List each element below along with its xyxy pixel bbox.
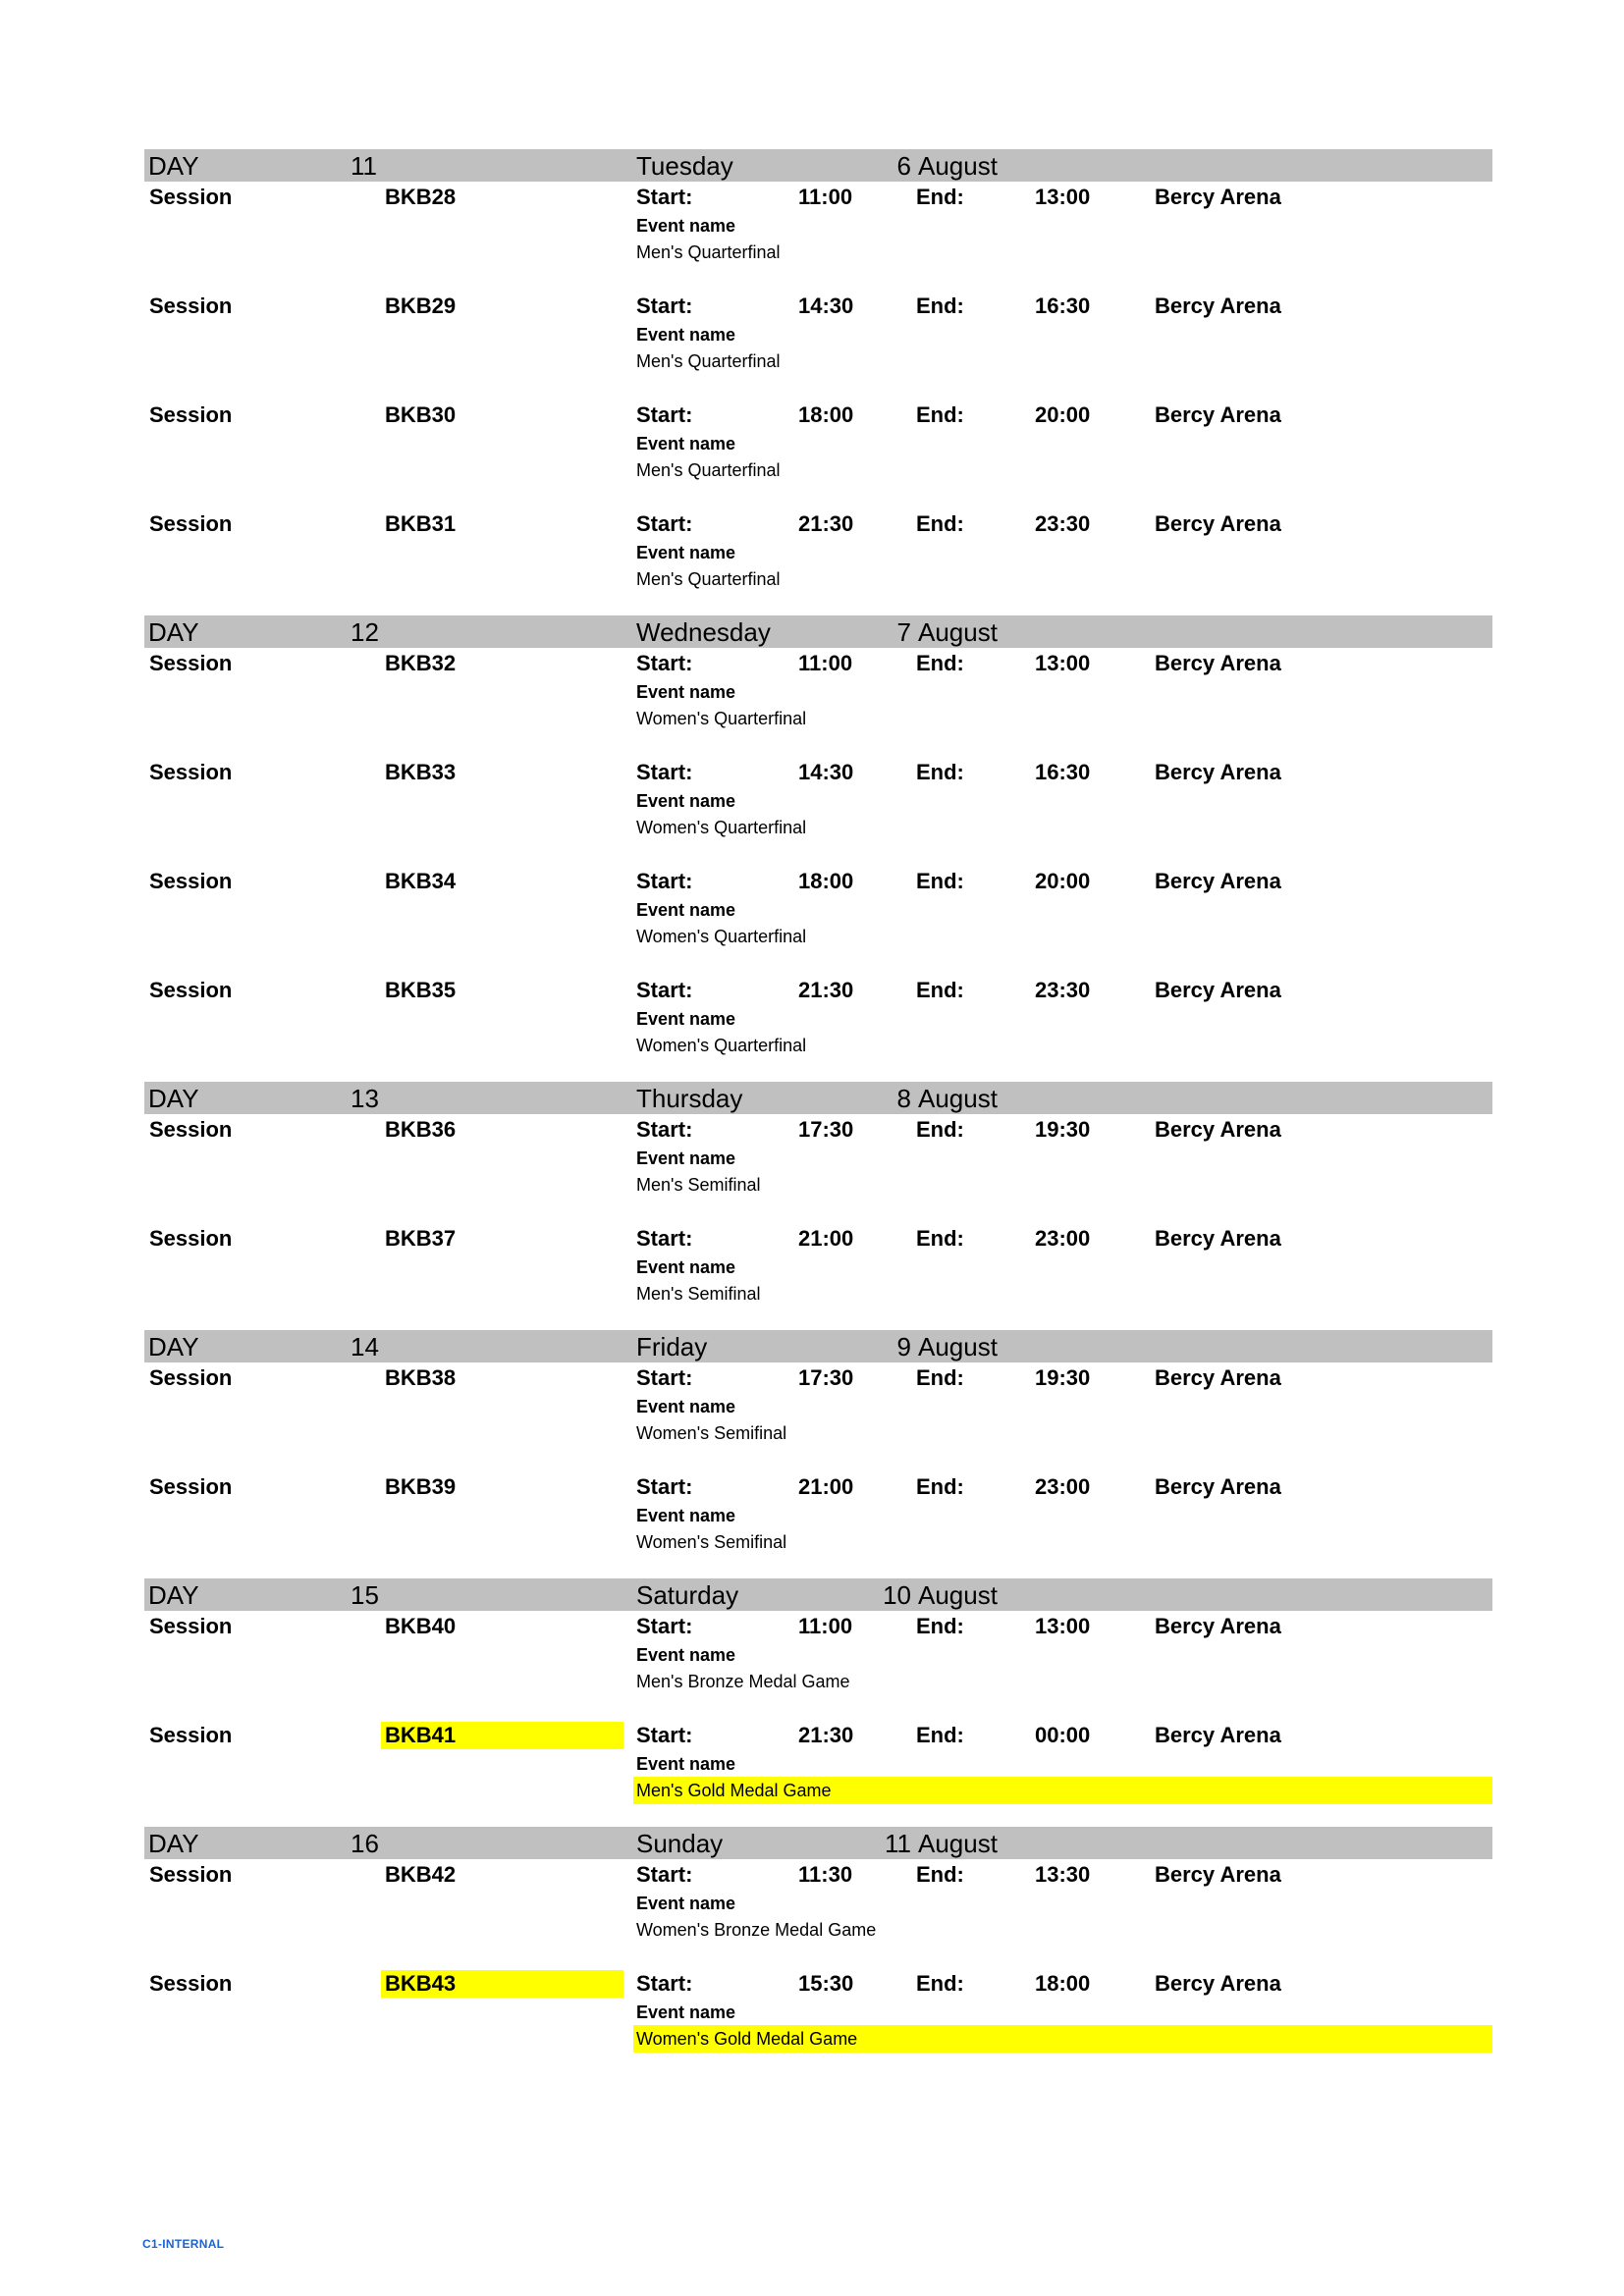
event-name-row [144, 565, 1492, 593]
start-label: Start: [636, 651, 693, 675]
start-time: 11:00 [798, 1614, 853, 1638]
session-label: Session [149, 1862, 233, 1887]
day-number: 11 [351, 151, 377, 181]
start-label: Start: [636, 1365, 693, 1390]
row-spacer [144, 2053, 1492, 2075]
event-name-label: Event name [636, 434, 736, 454]
day-date: 10 [883, 1580, 911, 1610]
end-time: 18:00 [1035, 1971, 1091, 1996]
end-label: End: [916, 1117, 964, 1142]
venue-name: Bercy Arena [1155, 760, 1281, 784]
row-spacer [144, 1308, 1492, 1330]
start-label: Start: [636, 1971, 693, 1996]
session-code: BKB40 [385, 1614, 457, 1638]
end-time: 20:00 [1035, 869, 1091, 893]
day-label: DAY [148, 1332, 199, 1362]
event-name-row [144, 1777, 1492, 1804]
session-time-row [144, 400, 1492, 431]
event-name-value: Men's Quarterfinal [636, 460, 781, 480]
session-label: Session [149, 1365, 233, 1390]
venue-name: Bercy Arena [1155, 1474, 1281, 1499]
session-entry [144, 182, 1492, 266]
event-name-label-row [144, 1503, 1492, 1528]
schedule-table [144, 149, 1492, 2075]
event-name-label-row [144, 322, 1492, 347]
event-name-value: Men's Semifinal [636, 1284, 761, 1304]
end-time: 16:30 [1035, 294, 1091, 318]
session-code: BKB32 [385, 651, 457, 675]
day-header-row [144, 1330, 1492, 1362]
start-label: Start: [636, 1474, 693, 1499]
session-entry [144, 1362, 1492, 1447]
session-time-row [144, 1471, 1492, 1503]
end-label: End: [916, 1723, 964, 1747]
day-number: 15 [351, 1580, 379, 1610]
day-label: DAY [148, 617, 199, 647]
session-entry [144, 1611, 1492, 1695]
session-entry [144, 400, 1492, 484]
day-header-row [144, 615, 1492, 648]
session-entry [144, 508, 1492, 593]
session-code: BKB43 [381, 1970, 623, 1998]
day-label: DAY [148, 1580, 199, 1610]
start-label: Start: [636, 869, 693, 893]
end-label: End: [916, 1474, 964, 1499]
event-name-row [144, 456, 1492, 484]
end-label: End: [916, 185, 964, 209]
start-time: 11:00 [798, 185, 853, 209]
event-name-label-row [144, 897, 1492, 923]
end-label: End: [916, 294, 964, 318]
venue-name: Bercy Arena [1155, 1614, 1281, 1638]
start-time: 17:30 [798, 1117, 854, 1142]
event-name-label: Event name [636, 1645, 736, 1665]
session-entry [144, 1223, 1492, 1308]
session-code: BKB31 [385, 511, 457, 536]
start-label: Start: [636, 1226, 693, 1251]
event-name-row [144, 1528, 1492, 1556]
event-name-label: Event name [636, 1257, 736, 1277]
event-name-value: Women's Quarterfinal [636, 927, 807, 946]
session-time-row [144, 508, 1492, 540]
day-month: August [918, 1829, 998, 1858]
session-code: BKB29 [385, 294, 457, 318]
event-name-row [144, 1419, 1492, 1447]
session-time-row [144, 1720, 1492, 1751]
start-label: Start: [636, 294, 693, 318]
session-entry [144, 648, 1492, 732]
day-block [144, 149, 1492, 615]
event-name-label: Event name [636, 900, 736, 920]
session-entry [144, 866, 1492, 950]
row-spacer [144, 841, 1492, 866]
end-label: End: [916, 511, 964, 536]
row-spacer [144, 1804, 1492, 1827]
day-number: 13 [351, 1084, 379, 1113]
event-name-value: Men's Gold Medal Game [633, 1777, 1492, 1804]
session-code: BKB35 [385, 978, 457, 1002]
day-date: 8 [896, 1084, 911, 1113]
event-name-value: Men's Quarterfinal [636, 351, 781, 371]
row-spacer [144, 1059, 1492, 1082]
day-month: August [918, 151, 998, 181]
start-label: Start: [636, 185, 693, 209]
start-time: 18:00 [798, 869, 854, 893]
venue-name: Bercy Arena [1155, 1365, 1281, 1390]
end-label: End: [916, 651, 964, 675]
event-name-label-row [144, 1642, 1492, 1668]
event-name-label: Event name [636, 325, 736, 345]
event-name-row [144, 1032, 1492, 1059]
session-entry [144, 291, 1492, 375]
event-name-row [144, 1171, 1492, 1199]
end-time: 23:00 [1035, 1226, 1091, 1251]
day-block [144, 615, 1492, 1082]
event-name-row [144, 2025, 1492, 2053]
row-spacer [144, 484, 1492, 508]
session-code: BKB34 [385, 869, 457, 893]
end-time: 13:00 [1035, 1614, 1091, 1638]
venue-name: Bercy Arena [1155, 1862, 1281, 1887]
day-date: 7 [896, 617, 911, 647]
venue-name: Bercy Arena [1155, 511, 1281, 536]
session-code: BKB37 [385, 1226, 457, 1251]
event-name-value: Men's Semifinal [636, 1175, 761, 1195]
start-time: 15:30 [798, 1971, 854, 1996]
row-spacer [144, 950, 1492, 975]
event-name-label-row [144, 679, 1492, 705]
start-time: 18:00 [798, 402, 854, 427]
session-time-row [144, 1223, 1492, 1255]
day-date: 11 [885, 1829, 911, 1858]
end-label: End: [916, 869, 964, 893]
row-spacer [144, 1695, 1492, 1720]
session-label: Session [149, 294, 233, 318]
session-label: Session [149, 185, 233, 209]
end-time: 13:30 [1035, 1862, 1091, 1887]
session-entry [144, 757, 1492, 841]
event-name-row [144, 923, 1492, 950]
session-entry [144, 975, 1492, 1059]
event-name-label: Event name [636, 1894, 736, 1913]
day-header-row [144, 1578, 1492, 1611]
event-name-label: Event name [636, 543, 736, 562]
session-label: Session [149, 978, 233, 1002]
row-spacer [144, 1447, 1492, 1471]
session-code: BKB38 [385, 1365, 457, 1390]
day-weekday: Saturday [636, 1580, 739, 1610]
event-name-label: Event name [636, 2002, 736, 2022]
start-label: Start: [636, 511, 693, 536]
session-label: Session [149, 1971, 233, 1996]
day-month: August [918, 1580, 998, 1610]
event-name-value: Men's Quarterfinal [636, 569, 781, 589]
session-entry [144, 1114, 1492, 1199]
session-code: BKB41 [381, 1722, 623, 1749]
session-entry [144, 1968, 1492, 2053]
day-label: DAY [148, 1084, 199, 1113]
day-weekday: Wednesday [636, 617, 771, 647]
venue-name: Bercy Arena [1155, 294, 1281, 318]
start-time: 21:30 [798, 511, 854, 536]
row-spacer [144, 375, 1492, 400]
end-label: End: [916, 1226, 964, 1251]
session-time-row [144, 1859, 1492, 1891]
session-time-row [144, 757, 1492, 788]
event-name-label-row [144, 1751, 1492, 1777]
row-spacer [144, 1944, 1492, 1968]
day-label: DAY [148, 151, 199, 181]
day-number: 14 [351, 1332, 379, 1362]
event-name-label: Event name [636, 1009, 736, 1029]
start-time: 21:00 [798, 1226, 854, 1251]
start-label: Start: [636, 402, 693, 427]
event-name-row [144, 705, 1492, 732]
row-spacer [144, 593, 1492, 615]
row-spacer [144, 732, 1492, 757]
day-date: 6 [896, 151, 911, 181]
event-name-row [144, 239, 1492, 266]
session-time-row [144, 866, 1492, 897]
end-label: End: [916, 1971, 964, 1996]
classification-label: C1-INTERNAL [142, 2237, 225, 2251]
day-weekday: Friday [636, 1332, 708, 1362]
session-label: Session [149, 402, 233, 427]
event-name-value: Women's Gold Medal Game [633, 2025, 1492, 2053]
venue-name: Bercy Arena [1155, 185, 1281, 209]
day-month: August [918, 1332, 998, 1362]
event-name-label: Event name [636, 1397, 736, 1416]
row-spacer [144, 266, 1492, 291]
event-name-label-row [144, 1394, 1492, 1419]
day-block [144, 1330, 1492, 1578]
day-block [144, 1827, 1492, 2075]
event-name-value: Women's Semifinal [636, 1532, 787, 1552]
start-label: Start: [636, 760, 693, 784]
venue-name: Bercy Arena [1155, 1971, 1281, 1996]
session-entry [144, 1471, 1492, 1556]
event-name-label: Event name [636, 1148, 736, 1168]
session-label: Session [149, 1614, 233, 1638]
day-block [144, 1578, 1492, 1827]
event-name-value: Women's Semifinal [636, 1423, 787, 1443]
session-label: Session [149, 1117, 233, 1142]
venue-name: Bercy Arena [1155, 869, 1281, 893]
day-header-row [144, 1082, 1492, 1114]
end-time: 20:00 [1035, 402, 1091, 427]
venue-name: Bercy Arena [1155, 1117, 1281, 1142]
venue-name: Bercy Arena [1155, 1226, 1281, 1251]
session-label: Session [149, 1474, 233, 1499]
session-code: BKB30 [385, 402, 457, 427]
event-name-label-row [144, 1146, 1492, 1171]
end-label: End: [916, 1614, 964, 1638]
event-name-label-row [144, 1891, 1492, 1916]
session-time-row [144, 975, 1492, 1006]
event-name-label: Event name [636, 1754, 736, 1774]
session-code: BKB36 [385, 1117, 457, 1142]
day-weekday: Thursday [636, 1084, 743, 1113]
event-name-row [144, 347, 1492, 375]
start-time: 11:00 [798, 651, 853, 675]
event-name-value: Women's Bronze Medal Game [636, 1920, 877, 1940]
end-time: 13:00 [1035, 651, 1091, 675]
session-entry [144, 1720, 1492, 1804]
start-time: 21:30 [798, 1723, 854, 1747]
session-time-row [144, 1114, 1492, 1146]
event-name-label: Event name [636, 216, 736, 236]
end-time: 13:00 [1035, 185, 1091, 209]
start-time: 21:30 [798, 978, 854, 1002]
session-label: Session [149, 651, 233, 675]
end-label: End: [916, 402, 964, 427]
start-time: 11:30 [798, 1862, 853, 1887]
venue-name: Bercy Arena [1155, 1723, 1281, 1747]
event-name-label-row [144, 540, 1492, 565]
day-number: 12 [351, 617, 379, 647]
day-number: 16 [351, 1829, 379, 1858]
session-entry [144, 1859, 1492, 1944]
event-name-label-row [144, 1255, 1492, 1280]
event-name-value: Women's Quarterfinal [636, 709, 807, 728]
venue-name: Bercy Arena [1155, 978, 1281, 1002]
session-time-row [144, 1968, 1492, 2000]
end-time: 23:30 [1035, 511, 1091, 536]
day-month: August [918, 617, 998, 647]
session-time-row [144, 648, 1492, 679]
day-header-row [144, 1827, 1492, 1859]
event-name-row [144, 1280, 1492, 1308]
event-name-label-row [144, 2000, 1492, 2025]
event-name-label: Event name [636, 682, 736, 702]
end-time: 23:30 [1035, 978, 1091, 1002]
row-spacer [144, 1556, 1492, 1578]
event-name-value: Women's Quarterfinal [636, 1036, 807, 1055]
session-time-row [144, 291, 1492, 322]
event-name-row [144, 1668, 1492, 1695]
event-name-value: Men's Quarterfinal [636, 242, 781, 262]
event-name-value: Men's Bronze Medal Game [636, 1672, 850, 1691]
venue-name: Bercy Arena [1155, 402, 1281, 427]
end-label: End: [916, 760, 964, 784]
start-time: 14:30 [798, 294, 854, 318]
event-name-label-row [144, 213, 1492, 239]
event-name-value: Women's Quarterfinal [636, 818, 807, 837]
event-name-label-row [144, 788, 1492, 814]
end-time: 19:30 [1035, 1117, 1091, 1142]
event-name-row [144, 1916, 1492, 1944]
session-code: BKB42 [385, 1862, 457, 1887]
day-weekday: Sunday [636, 1829, 724, 1858]
start-label: Start: [636, 978, 693, 1002]
end-label: End: [916, 978, 964, 1002]
row-spacer [144, 1199, 1492, 1223]
session-label: Session [149, 511, 233, 536]
end-time: 19:30 [1035, 1365, 1091, 1390]
start-time: 14:30 [798, 760, 854, 784]
day-block [144, 1082, 1492, 1330]
end-time: 16:30 [1035, 760, 1091, 784]
start-label: Start: [636, 1117, 693, 1142]
session-label: Session [149, 1226, 233, 1251]
event-name-label: Event name [636, 791, 736, 811]
venue-name: Bercy Arena [1155, 651, 1281, 675]
event-name-row [144, 814, 1492, 841]
start-time: 17:30 [798, 1365, 854, 1390]
session-time-row [144, 1611, 1492, 1642]
end-time: 23:00 [1035, 1474, 1091, 1499]
event-name-label: Event name [636, 1506, 736, 1525]
end-label: End: [916, 1862, 964, 1887]
start-time: 21:00 [798, 1474, 854, 1499]
session-label: Session [149, 760, 233, 784]
end-label: End: [916, 1365, 964, 1390]
day-weekday: Tuesday [636, 151, 733, 181]
end-time: 00:00 [1035, 1723, 1091, 1747]
session-code: BKB33 [385, 760, 457, 784]
start-label: Start: [636, 1614, 693, 1638]
session-label: Session [149, 869, 233, 893]
session-code: BKB28 [385, 185, 457, 209]
session-label: Session [149, 1723, 233, 1747]
day-label: DAY [148, 1829, 199, 1858]
start-label: Start: [636, 1723, 693, 1747]
session-time-row [144, 182, 1492, 213]
start-label: Start: [636, 1862, 693, 1887]
event-name-label-row [144, 1006, 1492, 1032]
day-date: 9 [896, 1332, 911, 1362]
event-name-label-row [144, 431, 1492, 456]
session-code: BKB39 [385, 1474, 457, 1499]
day-month: August [918, 1084, 998, 1113]
day-header-row [144, 149, 1492, 182]
session-time-row [144, 1362, 1492, 1394]
